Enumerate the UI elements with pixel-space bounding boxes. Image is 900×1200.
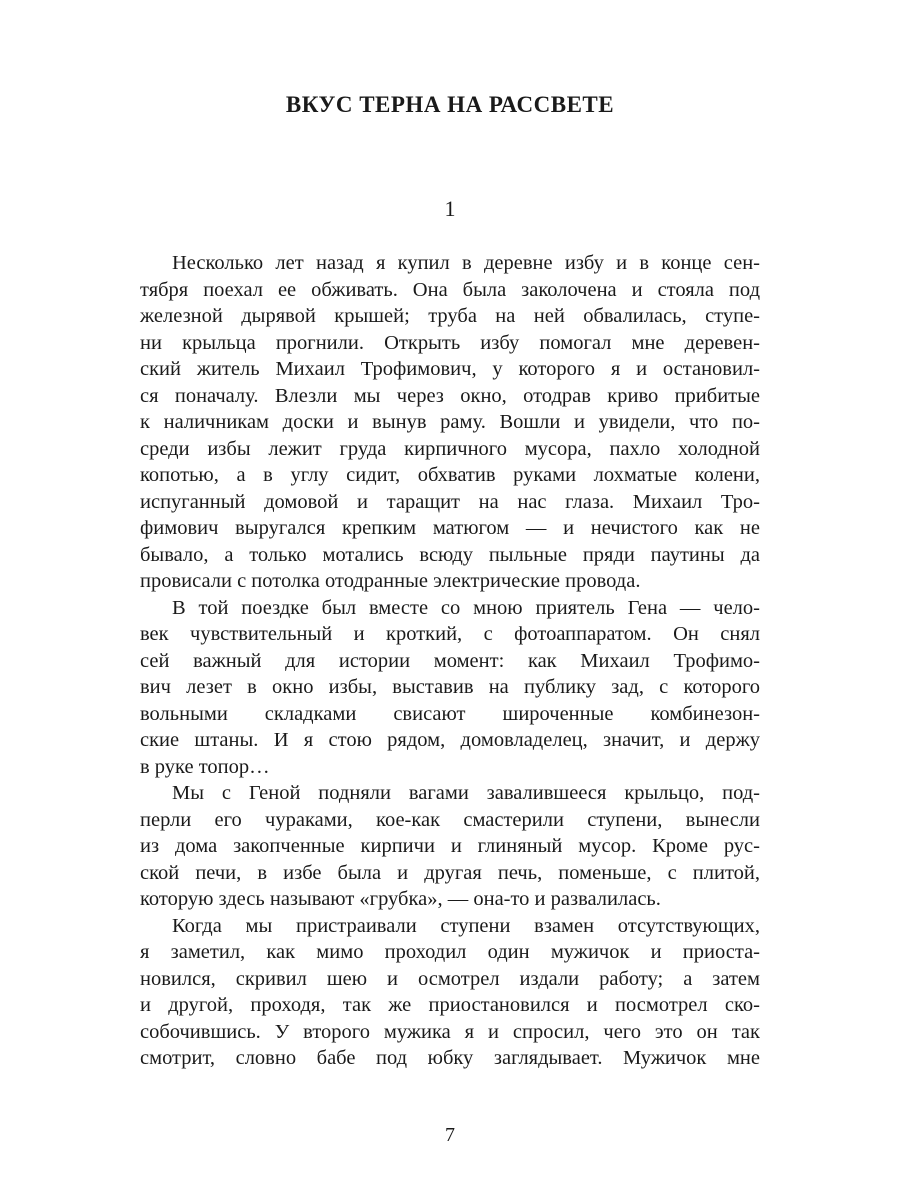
body-text (140, 250, 760, 1072)
text-line: смотрит, словно бабе под юбку заглядывает. Мужичок мне (140, 1047, 760, 1069)
text-line: вич лезет в окно избы, выставив на публику зад, с которого (140, 676, 760, 698)
text-line: я заметил, как мимо проходил один мужичок и приоста- (140, 941, 760, 963)
text-line: ский житель Михаил Трофимович, у которого я и остановил- (140, 358, 760, 380)
text-line: ни крыльца прогнили. Открыть избу помогал мне деревен- (140, 331, 760, 354)
chapter-title: ВКУС ТЕРНА НА РАССВЕТЕ (285, 92, 615, 117)
text-line: бывало, а только мотались всюду пыльные пряди паутины да (140, 543, 760, 566)
text-line: Мы с Геной подняли вагами завалившееся крыльцо, под- (172, 782, 760, 804)
text-line: железной дырявой крышей; труба на ней обвалилась, ступе- (140, 305, 760, 327)
text-line: тября поехал ее обживать. Она была заколочена и стояла под (140, 278, 760, 301)
text-line: к наличникам доски и вынув раму. Вошли и увидели, что по- (140, 411, 760, 433)
text-line: сей важный для истории момент: как Михаил Трофимо- (140, 649, 760, 672)
text-line: которую здесь называют «грубка», — она-то и развалилась. (140, 888, 661, 910)
text-line: ские штаны. И я стою рядом, домовладелец, значит, и держу (140, 729, 760, 751)
text-line: среди избы лежит груда кирпичного мусора, пахло холодной (140, 437, 760, 460)
text-line: из дома закопченные кирпичи и глиняный мусор. Кроме рус- (140, 835, 760, 857)
text-line: вольными складками свисают широченные комбинезон- (140, 702, 760, 725)
text-line: перли его чураками, кое-как смастерили ступени, вынесли (140, 808, 760, 831)
text-line: новился, скривил шею и осмотрел издали работу; а затем (140, 967, 760, 990)
text-line: В той поездке был вместе со мною приятель Гена — чело- (172, 596, 760, 619)
text-line: испуганный домовой и таращит на нас глаза. Михаил Тро- (140, 490, 760, 513)
text-line: ся поначалу. Влезли мы через окно, отодрав криво прибитые (140, 384, 760, 407)
text-line: Несколько лет назад я купил в деревне избу и в конце сен- (172, 252, 760, 274)
text-line: провисали с потолка отодранные электрические провода. (140, 570, 641, 592)
text-line: Когда мы пристраивали ступени взамен отсутствующих, (172, 914, 760, 937)
text-line: век чувствительный и кроткий, с фотоаппаратом. Он снял (140, 623, 760, 645)
chapter-number: 1 (444, 196, 456, 221)
text-line: и другой, проходя, так же приостановился и посмотрел ско- (140, 994, 760, 1016)
text-line: ской печи, в избе была и другая печь, поменьше, с плитой, (140, 861, 760, 884)
text-line: собочившись. У второго мужика я и спросил, чего это он так (140, 1020, 760, 1043)
text-line: в руке топор… (140, 755, 270, 778)
page-number: 7 (445, 1124, 455, 1146)
text-line: фимович выругался крепким матюгом — и нечистого как не (140, 517, 760, 539)
text-line: копотью, а в углу сидит, обхватив руками лохматые колени, (140, 464, 760, 486)
